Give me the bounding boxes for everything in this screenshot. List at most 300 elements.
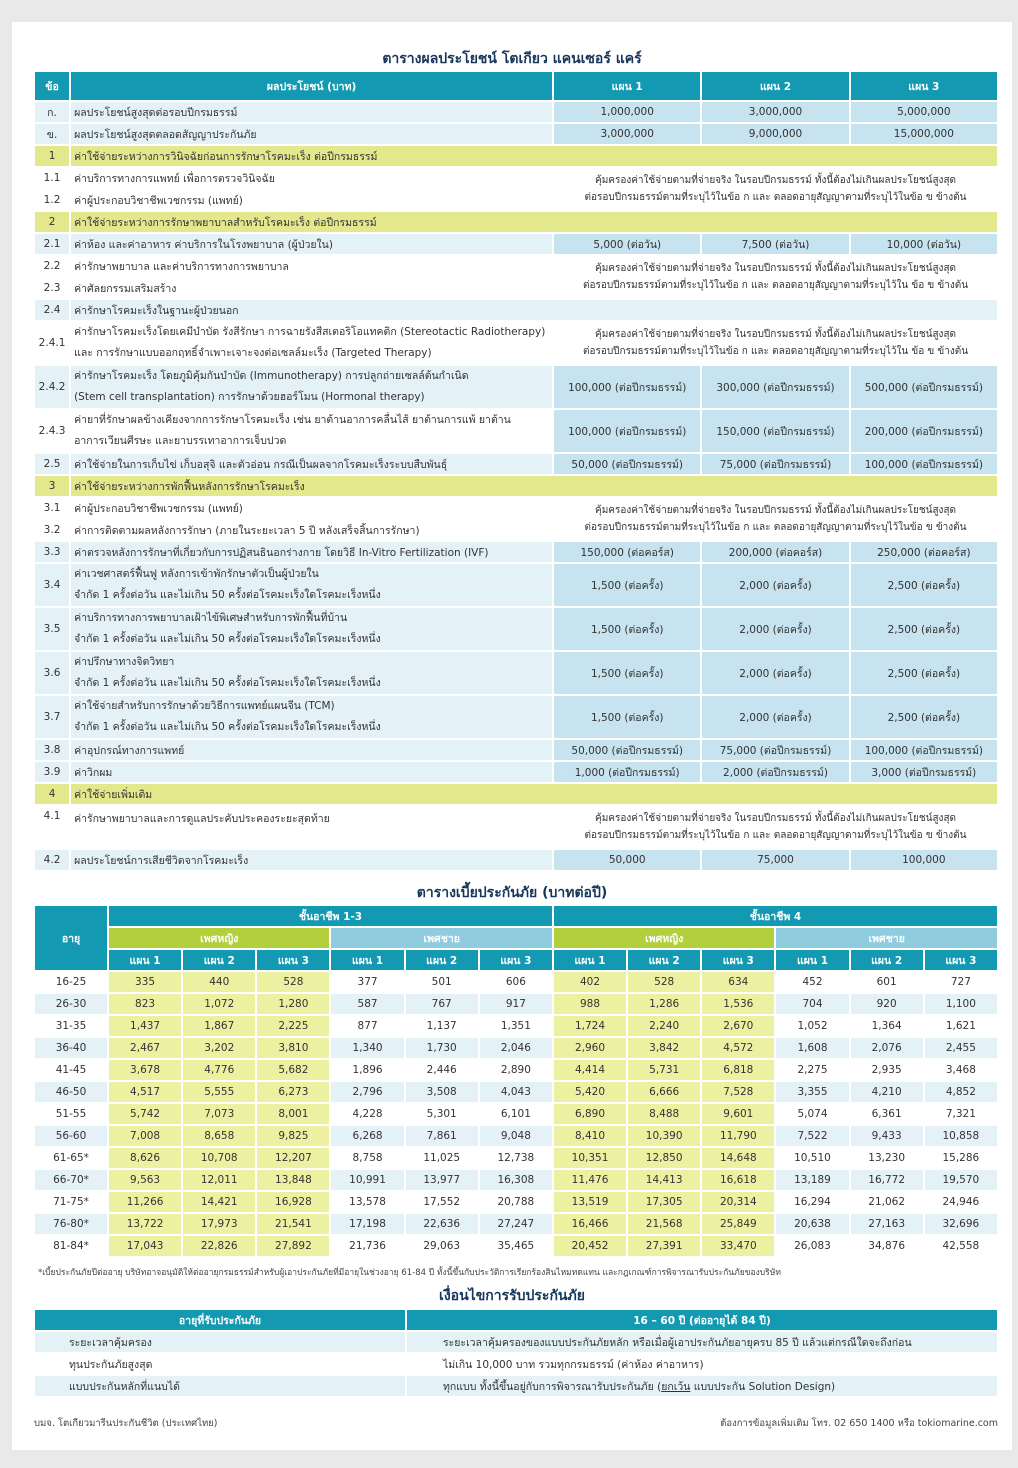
- premium-value: 1,364: [851, 1016, 923, 1036]
- row-number: 2.5: [35, 454, 69, 474]
- plan2-value: 2,000 (ต่อครั้ง): [702, 696, 848, 738]
- col-no-header: ข้อ: [35, 72, 69, 100]
- plan3-value: 100,000 (ต่อปีกรมธรรม์): [851, 454, 997, 474]
- plan1-value: 5,000 (ต่อวัน): [554, 234, 700, 254]
- premium-value: 16,466: [554, 1214, 626, 1234]
- premium-value: 4,414: [554, 1060, 626, 1080]
- premium-table: [33, 904, 999, 1258]
- plan3-value: 200,000 (ต่อปีกรมธรรม์): [851, 410, 997, 452]
- male-header: เพศชาย: [776, 928, 997, 948]
- premium-value: 6,273: [257, 1082, 329, 1102]
- benefit-row: [35, 652, 997, 694]
- condition-value: ระยะเวลาคุ้มครองของแบบประกันภัยหลัก หรือเมื่อผู้เอาประกันภัยอายุครบ 85 ปี แล้วแต่กรณีใดจะถึงก่อน: [407, 1332, 997, 1352]
- row-label: ค่าปรึกษาทางจิตวิทยา จำกัด 1 ครั้งต่อวัน และไม่เกิน 50 ครั้งต่อโรคมะเร็งใดโรคมะเร็งหนึ่ง: [71, 652, 552, 694]
- premium-value: 5,555: [183, 1082, 255, 1102]
- premium-value: 17,198: [331, 1214, 403, 1234]
- premium-value: 4,210: [851, 1082, 923, 1102]
- premium-value: 823: [109, 994, 181, 1014]
- section-label: ค่าใช้จ่ายระหว่างการพักฟื้นหลังการรักษาโรคมะเร็ง: [71, 476, 997, 496]
- class-1-3-header: ชั้นอาชีพ 1-3: [109, 906, 552, 926]
- condition-row: [35, 1376, 997, 1396]
- premium-value: 1,621: [925, 1016, 997, 1036]
- premium-value: 440: [183, 972, 255, 992]
- row-number: 2.4.1: [35, 322, 69, 364]
- plan-header: แผน 1: [776, 950, 848, 970]
- premium-value: 10,510: [776, 1148, 848, 1168]
- premium-value: 988: [554, 994, 626, 1014]
- plan1-value: 50,000: [554, 850, 700, 870]
- company-name: บมจ. โตเกียวมารีนประกันชีวิต (ประเทศไทย): [34, 1418, 218, 1429]
- age-range: 16-25: [35, 972, 107, 992]
- premium-value: 9,563: [109, 1170, 181, 1190]
- premium-value: 601: [851, 972, 923, 992]
- premium-value: 1,730: [406, 1038, 478, 1058]
- premium-value: 13,230: [851, 1148, 923, 1168]
- premium-value: 27,391: [628, 1236, 700, 1256]
- premium-value: 1,351: [480, 1016, 552, 1036]
- section-row: [35, 212, 997, 232]
- plan2-value: 2,000 (ต่อปีกรมธรรม์): [702, 762, 848, 782]
- premium-value: 6,890: [554, 1104, 626, 1124]
- benefit-row: [35, 850, 997, 870]
- conditions-title: เงื่อนไขการรับประกันภัย: [439, 1288, 585, 1304]
- plan3-value: 2,500 (ต่อครั้ง): [851, 652, 997, 694]
- premium-value: 727: [925, 972, 997, 992]
- actual-cost-coverage-note: คุ้มครองค่าใช้จ่ายตามที่จ่ายจริง ในรอบปีกรมธรรม์ ทั้งนี้ต้องไม่เกินผลประโยชน์สูงสุด ต่อรอบปีกรมธรรม์ตามที่ระบุไว้ในข้อ ก และ ตลอดอายุสัญญาตามที่ระบุไว้ในข้อ ข ข้างต้น: [554, 168, 997, 210]
- premium-value: 10,991: [331, 1170, 403, 1190]
- premium-value: 13,722: [109, 1214, 181, 1234]
- premium-value: 3,508: [406, 1082, 478, 1102]
- premium-value: 528: [628, 972, 700, 992]
- premium-value: 6,268: [331, 1126, 403, 1146]
- premium-value: 377: [331, 972, 403, 992]
- premium-value: 22,826: [183, 1236, 255, 1256]
- premium-value: 17,043: [109, 1236, 181, 1256]
- premium-value: 1,137: [406, 1016, 478, 1036]
- premium-value: 2,670: [702, 1016, 774, 1036]
- condition-label: แบบประกันหลักที่แนบได้: [35, 1376, 405, 1396]
- premium-value: 606: [480, 972, 552, 992]
- premium-value: 1,867: [183, 1016, 255, 1036]
- benefit-row: [35, 498, 997, 518]
- section-row: [35, 784, 997, 804]
- contact-info: ต้องการข้อมูลเพิ่มเติม โทร. 02 650 1400 หรือ tokiomarine.com: [720, 1418, 998, 1429]
- premium-value: 16,308: [480, 1170, 552, 1190]
- premium-value: 1,072: [183, 994, 255, 1014]
- premium-value: 21,568: [628, 1214, 700, 1234]
- premium-value: 920: [851, 994, 923, 1014]
- premium-value: 5,301: [406, 1104, 478, 1124]
- row-label: ค่ารักษาโรคมะเร็งในฐานะผู้ป่วยนอก: [71, 300, 997, 320]
- document-sheet: [12, 22, 1012, 1450]
- benefit-row: [35, 740, 997, 760]
- plan3-value: 100,000 (ต่อปีกรมธรรม์): [851, 740, 997, 760]
- premium-value: 2,455: [925, 1038, 997, 1058]
- row-label: ค่ายาที่รักษาผลข้างเคียงจากการรักษาโรคมะเร็ง เช่น ยาต้านอาการคลื่นไส้ ยาต้านการแพ้ ยาต้าน อาการเวียนศีรษะ และยาบรรเทาอาการเจ็บปวด: [71, 410, 552, 452]
- premium-value: 2,076: [851, 1038, 923, 1058]
- benefits-table: [33, 70, 999, 872]
- premium-value: 7,528: [702, 1082, 774, 1102]
- premium-value: 11,476: [554, 1170, 626, 1190]
- premium-class-header-row: [35, 906, 997, 926]
- premium-value: 20,638: [776, 1214, 848, 1234]
- premium-value: 6,101: [480, 1104, 552, 1124]
- premium-row: [35, 1082, 997, 1102]
- premium-value: 16,928: [257, 1192, 329, 1212]
- premium-value: 12,207: [257, 1148, 329, 1168]
- plan2-value: 200,000 (ต่อคอร์ส): [702, 542, 848, 562]
- plan3-value: 2,500 (ต่อครั้ง): [851, 608, 997, 650]
- section-label: ค่าใช้จ่ายระหว่างการรักษาพยาบาลสำหรับโรคมะเร็ง ต่อปีกรมธรรม์: [71, 212, 997, 232]
- premium-value: 42,558: [925, 1236, 997, 1256]
- row-label: ผลประโยชน์การเสียชีวิตจากโรคมะเร็ง: [71, 850, 552, 870]
- row-number: 3.6: [35, 652, 69, 694]
- section-number: 3: [35, 476, 69, 496]
- benefit-row: [35, 608, 997, 650]
- insured-age-value: 16 – 60 ปี (ต่ออายุได้ 84 ปี): [407, 1310, 997, 1330]
- row-number: 2.4: [35, 300, 69, 320]
- premium-value: 16,772: [851, 1170, 923, 1190]
- benefit-row: [35, 102, 997, 122]
- benefit-row: [35, 542, 997, 562]
- premium-value: 8,488: [628, 1104, 700, 1124]
- class-4-header: ชั้นอาชีพ 4: [554, 906, 997, 926]
- premium-value: 13,189: [776, 1170, 848, 1190]
- actual-cost-coverage-note: คุ้มครองค่าใช้จ่ายตามที่จ่ายจริง ในรอบปีกรมธรรม์ ทั้งนี้ต้องไม่เกินผลประโยชน์สูงสุด ต่อรอบปีกรมธรรม์ตามที่ระบุไว้ในข้อ ก และ ตลอดอายุสัญญาตามที่ระบุไว้ในข้อ ข ข้างต้น: [554, 806, 997, 848]
- insured-age-header: อายุที่รับประกันภัย: [35, 1310, 405, 1330]
- premium-value: 9,601: [702, 1104, 774, 1124]
- plan2-value: 3,000,000: [702, 102, 848, 122]
- premium-row: [35, 1038, 997, 1058]
- row-number: 4.2: [35, 850, 69, 870]
- row-label: ค่าเวชศาสตร์ฟื้นฟู หลังการเข้าพักรักษาตัวเป็นผู้ป่วยใน จำกัด 1 ครั้งต่อวัน และไม่เกิน 50 ครั้งต่อโรคมะเร็งใดโรคมะเร็งหนึ่ง: [71, 564, 552, 606]
- row-number: 3.3: [35, 542, 69, 562]
- female-header: เพศหญิง: [109, 928, 329, 948]
- premium-value: 3,468: [925, 1060, 997, 1080]
- premium-value: 2,275: [776, 1060, 848, 1080]
- premium-value: 6,818: [702, 1060, 774, 1080]
- plan-header: แผน 3: [257, 950, 329, 970]
- premium-value: 14,413: [628, 1170, 700, 1190]
- premium-value: 9,825: [257, 1126, 329, 1146]
- premium-value: 10,390: [628, 1126, 700, 1146]
- row-number: 3.5: [35, 608, 69, 650]
- premium-value: 29,063: [406, 1236, 478, 1256]
- plan3-value: 2,500 (ต่อครั้ง): [851, 696, 997, 738]
- premium-value: 12,850: [628, 1148, 700, 1168]
- row-label: ค่าวิกผม: [71, 762, 552, 782]
- plan3-value: 10,000 (ต่อวัน): [851, 234, 997, 254]
- plan1-value: 1,500 (ต่อครั้ง): [554, 564, 700, 606]
- row-number: 2.4.2: [35, 366, 69, 408]
- premium-value: 8,658: [183, 1126, 255, 1146]
- premium-value: 1,286: [628, 994, 700, 1014]
- premium-value: 10,858: [925, 1126, 997, 1146]
- row-label: ค่าศัลยกรรมเสริมสร้าง: [71, 278, 552, 298]
- premium-value: 32,696: [925, 1214, 997, 1234]
- premium-value: 17,305: [628, 1192, 700, 1212]
- premium-value: 21,541: [257, 1214, 329, 1234]
- benefits-title: ตารางผลประโยชน์ โตเกียว แคนเซอร์ แคร์: [382, 51, 642, 67]
- age-range: 81-84*: [35, 1236, 107, 1256]
- premium-value: 14,421: [183, 1192, 255, 1212]
- premium-value: 13,578: [331, 1192, 403, 1212]
- premium-row: [35, 1060, 997, 1080]
- plan2-value: 2,000 (ต่อครั้ง): [702, 564, 848, 606]
- plan1-value: 3,000,000: [554, 124, 700, 144]
- premium-value: 8,626: [109, 1148, 181, 1168]
- plan1-value: 100,000 (ต่อปีกรมธรรม์): [554, 366, 700, 408]
- premium-value: 2,046: [480, 1038, 552, 1058]
- premium-value: 21,736: [331, 1236, 403, 1256]
- premium-value: 2,890: [480, 1060, 552, 1080]
- premium-value: 767: [406, 994, 478, 1014]
- row-number: 4.1: [35, 806, 69, 848]
- section-row: [35, 476, 997, 496]
- condition-row: [35, 1354, 997, 1374]
- premium-value: 16,618: [702, 1170, 774, 1190]
- premium-row: [35, 1170, 997, 1190]
- premium-value: 1,052: [776, 1016, 848, 1036]
- premium-value: 27,247: [480, 1214, 552, 1234]
- premium-value: 2,935: [851, 1060, 923, 1080]
- row-number: 3.8: [35, 740, 69, 760]
- premium-value: 4,572: [702, 1038, 774, 1058]
- premium-value: 9,433: [851, 1126, 923, 1146]
- premium-value: 3,810: [257, 1038, 329, 1058]
- premium-value: 7,522: [776, 1126, 848, 1146]
- plan-header: แผน 2: [851, 950, 923, 970]
- premium-value: 34,876: [851, 1236, 923, 1256]
- premium-value: 3,355: [776, 1082, 848, 1102]
- condition-label: ระยะเวลาคุ้มครอง: [35, 1332, 405, 1352]
- age-header: อายุ: [35, 906, 107, 970]
- row-number: 2.3: [35, 278, 69, 298]
- premium-row: [35, 1214, 997, 1234]
- premium-value: 5,742: [109, 1104, 181, 1124]
- premium-value: 13,519: [554, 1192, 626, 1212]
- premium-value: 24,946: [925, 1192, 997, 1212]
- premium-value: 8,410: [554, 1126, 626, 1146]
- plan1-value: 1,500 (ต่อครั้ง): [554, 608, 700, 650]
- premium-row: [35, 1192, 997, 1212]
- plan-header: แผน 1: [331, 950, 403, 970]
- premium-value: 17,552: [406, 1192, 478, 1212]
- premium-gender-header-row: [35, 928, 997, 948]
- condition-row: [35, 1332, 997, 1352]
- premium-value: 1,896: [331, 1060, 403, 1080]
- premium-value: 917: [480, 994, 552, 1014]
- plan2-value: 7,500 (ต่อวัน): [702, 234, 848, 254]
- benefit-row: [35, 234, 997, 254]
- premium-value: 7,008: [109, 1126, 181, 1146]
- premium-value: 7,321: [925, 1104, 997, 1124]
- premium-value: 17,973: [183, 1214, 255, 1234]
- row-label: ผลประโยชน์สูงสุดต่อรอบปีกรมธรรม์: [71, 102, 552, 122]
- benefit-row: [35, 300, 997, 320]
- premium-value: 3,202: [183, 1038, 255, 1058]
- premium-value: 877: [331, 1016, 403, 1036]
- premium-value: 11,025: [406, 1148, 478, 1168]
- premium-value: 21,062: [851, 1192, 923, 1212]
- row-number: 2.4.3: [35, 410, 69, 452]
- plan2-value: 2,000 (ต่อครั้ง): [702, 608, 848, 650]
- premium-value: 20,452: [554, 1236, 626, 1256]
- female-header: เพศหญิง: [554, 928, 774, 948]
- plan-header: แผน 2: [628, 950, 700, 970]
- plan1-value: 1,000,000: [554, 102, 700, 122]
- row-label: ค่าผู้ประกอบวิชาชีพเวชกรรม (แพทย์): [71, 190, 552, 210]
- benefit-row: [35, 124, 997, 144]
- premium-value: 19,570: [925, 1170, 997, 1190]
- col-benefit-header: ผลประโยชน์ (บาท): [71, 72, 552, 100]
- plan3-value: 5,000,000: [851, 102, 997, 122]
- plan3-value: 250,000 (ต่อคอร์ส): [851, 542, 997, 562]
- premium-value: 2,240: [628, 1016, 700, 1036]
- premium-value: 1,280: [257, 994, 329, 1014]
- premium-value: 22,636: [406, 1214, 478, 1234]
- premium-value: 7,861: [406, 1126, 478, 1146]
- premium-value: 528: [257, 972, 329, 992]
- age-range: 46-50: [35, 1082, 107, 1102]
- row-number: 3.2: [35, 520, 69, 540]
- actual-cost-coverage-note: คุ้มครองค่าใช้จ่ายตามที่จ่ายจริง ในรอบปีกรมธรรม์ ทั้งนี้ต้องไม่เกินผลประโยชน์สูงสุด ต่อรอบปีกรมธรรม์ตามที่ระบุไว้ในข้อ ก และ ตลอดอายุสัญญาตามที่ระบุไว้ใน ข้อ ข ข้างต้น: [554, 322, 997, 364]
- age-range: 66-70*: [35, 1170, 107, 1190]
- premium-value: 1,340: [331, 1038, 403, 1058]
- premium-value: 634: [702, 972, 774, 992]
- premium-value: 587: [331, 994, 403, 1014]
- premium-row: [35, 1236, 997, 1256]
- plan-header: แผน 2: [183, 950, 255, 970]
- premium-footnote: *เบี้ยประกันภัยปีต่ออายุ บริษัทอาจอนุมัติให้ต่ออายุกรมธรรม์สำหรับผู้เอาประกันภัยที่มีอายุในช่วงอายุ 61-84 ปี ทั้งนี้ขึ้นกับประวัติการเรียกร้องสินไหมทดแทน และกฎเกณฑ์การพิจารณารับประกันภัยของบริษัท: [38, 1268, 781, 1278]
- row-number: 3.9: [35, 762, 69, 782]
- age-range: 71-75*: [35, 1192, 107, 1212]
- row-label: ค่ารักษาโรคมะเร็ง โดยภูมิคุ้มกันบำบัด (Immunotherapy) การปลูกถ่ายเซลล์ต้นกำเนิด (Stem cell transplantation) การรักษาด้วยฮอร์โมน (Hormonal therapy): [71, 366, 552, 408]
- premium-value: 26,083: [776, 1236, 848, 1256]
- benefit-row: [35, 322, 997, 364]
- premium-value: 335: [109, 972, 181, 992]
- premium-value: 1,608: [776, 1038, 848, 1058]
- plan-header: แผน 3: [702, 950, 774, 970]
- plan2-value: 2,000 (ต่อครั้ง): [702, 652, 848, 694]
- plan1-value: 1,500 (ต่อครั้ง): [554, 696, 700, 738]
- premium-value: 3,678: [109, 1060, 181, 1080]
- col-plan3-header: แผน 3: [851, 72, 997, 100]
- plan1-value: 1,500 (ต่อครั้ง): [554, 652, 700, 694]
- premium-value: 12,738: [480, 1148, 552, 1168]
- premium-value: 5,731: [628, 1060, 700, 1080]
- section-number: 2: [35, 212, 69, 232]
- premium-value: 27,163: [851, 1214, 923, 1234]
- premium-value: 704: [776, 994, 848, 1014]
- premium-value: 12,011: [183, 1170, 255, 1190]
- actual-cost-coverage-note: คุ้มครองค่าใช้จ่ายตามที่จ่ายจริง ในรอบปีกรมธรรม์ ทั้งนี้ต้องไม่เกินผลประโยชน์สูงสุด ต่อรอบปีกรมธรรม์ตามที่ระบุไว้ในข้อ ก และ ตลอดอายุสัญญาตามที่ระบุไว้ใน ข้อ ข ข้างต้น: [554, 256, 997, 298]
- premium-value: 1,724: [554, 1016, 626, 1036]
- actual-cost-coverage-note: คุ้มครองค่าใช้จ่ายตามที่จ่ายจริง ในรอบปีกรมธรรม์ ทั้งนี้ต้องไม่เกินผลประโยชน์สูงสุด ต่อรอบปีกรมธรรม์ตามที่ระบุไว้ในข้อ ก และ ตลอดอายุสัญญาตามที่ระบุไว้ในข้อ ข ข้างต้น: [554, 498, 997, 540]
- row-number: 2.1: [35, 234, 69, 254]
- row-label: ค่าตรวจหลังการรักษาที่เกี่ยวกับการปฏิสนธินอกร่างกาย โดยวิธี In-Vitro Fertilization (IVF): [71, 542, 552, 562]
- col-plan2-header: แผน 2: [702, 72, 848, 100]
- row-label: ค่าผู้ประกอบวิชาชีพเวชกรรม (แพทย์): [71, 498, 552, 518]
- premium-value: 33,470: [702, 1236, 774, 1256]
- premium-value: 2,796: [331, 1082, 403, 1102]
- premium-value: 5,074: [776, 1104, 848, 1124]
- premium-value: 501: [406, 972, 478, 992]
- row-number: 3.7: [35, 696, 69, 738]
- row-number: 1.1: [35, 168, 69, 188]
- premium-title: ตารางเบี้ยประกันภัย (บาทต่อปี): [416, 885, 608, 901]
- premium-value: 452: [776, 972, 848, 992]
- premium-row: [35, 1016, 997, 1036]
- premium-value: 11,790: [702, 1126, 774, 1146]
- plan2-value: 9,000,000: [702, 124, 848, 144]
- premium-value: 5,682: [257, 1060, 329, 1080]
- plan1-value: 50,000 (ต่อปีกรมธรรม์): [554, 454, 700, 474]
- row-label: ค่ารักษาพยาบาลและการดูแลประคับประคองระยะสุดท้าย: [71, 806, 552, 848]
- premium-value: 402: [554, 972, 626, 992]
- benefit-row: [35, 256, 997, 276]
- row-number: 3.1: [35, 498, 69, 518]
- row-label: ค่าการติดตามผลหลังการรักษา (ภายในระยะเวลา 5 ปี หลังเสร็จสิ้นการรักษา): [71, 520, 552, 540]
- section-number: 4: [35, 784, 69, 804]
- plan-header: แผน 2: [406, 950, 478, 970]
- premium-value: 16,294: [776, 1192, 848, 1212]
- premium-value: 35,465: [480, 1236, 552, 1256]
- premium-row: [35, 972, 997, 992]
- plan1-value: 1,000 (ต่อปีกรมธรรม์): [554, 762, 700, 782]
- condition-value: ไม่เกิน 10,000 บาท รวมทุกกรมธรรม์ (ค่าห้อง ค่าอาหาร): [443, 1358, 704, 1371]
- age-range: 36-40: [35, 1038, 107, 1058]
- premium-value: 1,536: [702, 994, 774, 1014]
- row-label: ค่ารักษาโรคมะเร็งโดยเคมีบำบัด รังสีรักษา การฉายรังสีสเตอริโอแทคติก (Stereotactic Radiotherapy) และ การรักษาแบบออกฤทธิ์จำเพาะเจาะจงต่อเซลล์มะเร็ง (Targeted Therapy): [71, 322, 552, 364]
- section-number: 1: [35, 146, 69, 166]
- premium-value: 13,977: [406, 1170, 478, 1190]
- premium-row: [35, 1104, 997, 1124]
- benefits-header-row: [35, 72, 997, 100]
- premium-table-body: [35, 972, 997, 1256]
- premium-value: 10,351: [554, 1148, 626, 1168]
- plan2-value: 300,000 (ต่อปีกรมธรรม์): [702, 366, 848, 408]
- plan2-value: 75,000: [702, 850, 848, 870]
- row-label: ผลประโยชน์สูงสุดตลอดสัญญาประกันภัย: [71, 124, 552, 144]
- benefit-row: [35, 762, 997, 782]
- plan2-value: 75,000 (ต่อปีกรมธรรม์): [702, 454, 848, 474]
- premium-value: 2,467: [109, 1038, 181, 1058]
- premium-value: 20,314: [702, 1192, 774, 1212]
- section-row: [35, 146, 997, 166]
- benefit-row: [35, 564, 997, 606]
- plan3-value: 500,000 (ต่อปีกรมธรรม์): [851, 366, 997, 408]
- premium-value: 25,849: [702, 1214, 774, 1234]
- premium-value: 1,100: [925, 994, 997, 1014]
- benefit-row: [35, 168, 997, 188]
- male-header: เพศชาย: [331, 928, 551, 948]
- premium-value: 4,852: [925, 1082, 997, 1102]
- row-number: ข.: [35, 124, 69, 144]
- benefit-row: [35, 454, 997, 474]
- condition-label: ทุนประกันภัยสูงสุด: [69, 1358, 153, 1371]
- premium-plan-header-row: [35, 950, 997, 970]
- plan-header: แผน 3: [925, 950, 997, 970]
- age-range: 76-80*: [35, 1214, 107, 1234]
- plan3-value: 15,000,000: [851, 124, 997, 144]
- premium-value: 11,266: [109, 1192, 181, 1212]
- section-label: ค่าใช้จ่ายเพิ่มเติม: [71, 784, 997, 804]
- premium-value: 7,073: [183, 1104, 255, 1124]
- row-label: ค่าใช้จ่ายสำหรับการรักษาด้วยวิธีการแพทย์แผนจีน (TCM) จำกัด 1 ครั้งต่อวัน และไม่เกิน 50 ครั้งต่อโรคมะเร็งใดโรคมะเร็งหนึ่ง: [71, 696, 552, 738]
- row-label: ค่าใช้จ่ายในการเก็บไข่ เก็บอสุจิ และตัวอ่อน กรณีเป็นผลจากโรคมะเร็งระบบสืบพันธุ์: [71, 454, 552, 474]
- benefit-row: [35, 366, 997, 408]
